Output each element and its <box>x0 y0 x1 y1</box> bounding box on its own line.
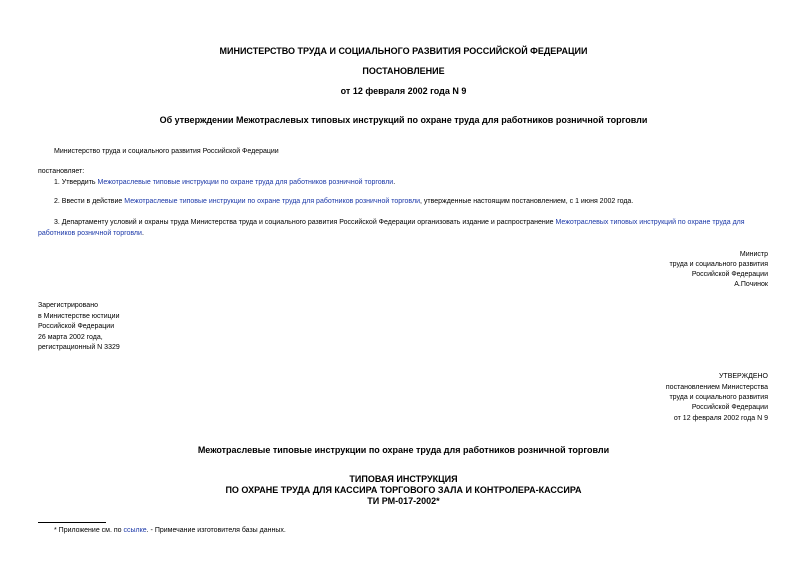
item-2-prefix: 2. Ввести в действие <box>54 198 125 205</box>
signature-name: А.Починок <box>734 281 768 288</box>
footnote-suffix: . - Примечание изготовителя базы данных. <box>146 527 286 534</box>
footnote-link[interactable]: ссылке <box>123 527 147 534</box>
document-type: ПОСТАНОВЛЕНИЕ <box>362 66 445 76</box>
approval-line-2: постановлением Министерства <box>665 384 768 391</box>
item-2-link[interactable]: Межотраслевые типовые инструкции по охране труда для работников розничной торговли <box>124 198 420 205</box>
footnote <box>54 527 286 534</box>
ministry-heading: МИНИСТЕРСТВО ТРУДА И СОЦИАЛЬНОГО РАЗВИТИЯ РОССИЙСКОЙ ФЕДЕРАЦИИ <box>219 46 588 56</box>
approval-line-3: труда и социального развития <box>669 394 768 401</box>
registration-line-1: Зарегистрировано <box>38 302 98 309</box>
item-2 <box>54 198 633 205</box>
item-3-link-part-1[interactable]: Межотраслевых типовых инструкций по охране труда для <box>555 219 745 226</box>
registration-line-2: в Министерстве юстиции <box>38 313 120 320</box>
signature-country: Российской Федерации <box>691 271 768 278</box>
footnote-prefix: * Приложение см. по <box>54 527 124 534</box>
registration-number: регистрационный N 3329 <box>38 344 120 351</box>
item-3-continued <box>38 230 144 237</box>
resolves-line: постановляет: <box>38 168 85 175</box>
item-1-suffix: . <box>393 179 396 186</box>
item-2-suffix: , утвержденные настоящим постановлением, с 1 июня 2002 года. <box>419 198 634 205</box>
instructions-section-title: Межотраслевые типовые инструкции по охране труда для работников розничной торговли <box>197 445 610 455</box>
instruction-title-line-3: ТИ РМ-017-2002* <box>367 496 440 506</box>
document-date-number: от 12 февраля 2002 года N 9 <box>340 86 467 96</box>
instruction-title-line-1: ТИПОВАЯ ИНСТРУКЦИЯ <box>349 474 458 484</box>
signature-ministry: труда и социального развития <box>669 261 768 268</box>
preamble: Министерство труда и социального развития Российской Федерации <box>54 148 279 155</box>
document-subject: Об утверждении Межотраслевых типовых инструкций по охране труда для работников розничной торговли <box>159 115 648 125</box>
item-1-link[interactable]: Межотраслевые типовые инструкции по охране труда для работников розничной торговли <box>97 179 394 186</box>
item-3-link-part-2[interactable]: работников розничной торговли <box>38 230 142 237</box>
footnote-divider <box>38 522 106 523</box>
item-3 <box>54 219 745 226</box>
registration-date: 26 марта 2002 года, <box>38 334 103 341</box>
item-1-prefix: 1. Утвердить <box>54 179 98 186</box>
registration-line-3: Российской Федерации <box>38 323 115 330</box>
item-3-prefix: 3. Департаменту условий и охраны труда Министерства труда и социального развития Российской Федерации организовать издание и распространение <box>54 219 556 226</box>
item-3-suffix: . <box>141 230 144 237</box>
signature-title: Министр <box>739 251 768 258</box>
approval-date-number: от 12 февраля 2002 года N 9 <box>673 415 768 422</box>
approval-line-4: Российской Федерации <box>691 404 768 411</box>
item-1 <box>54 179 395 186</box>
approval-stamp: УТВЕРЖДЕНО <box>718 373 768 380</box>
instruction-title-line-2: ПО ОХРАНЕ ТРУДА ДЛЯ КАССИРА ТОРГОВОГО ЗАЛА И КОНТРОЛЕРА-КАССИРА <box>225 485 582 495</box>
